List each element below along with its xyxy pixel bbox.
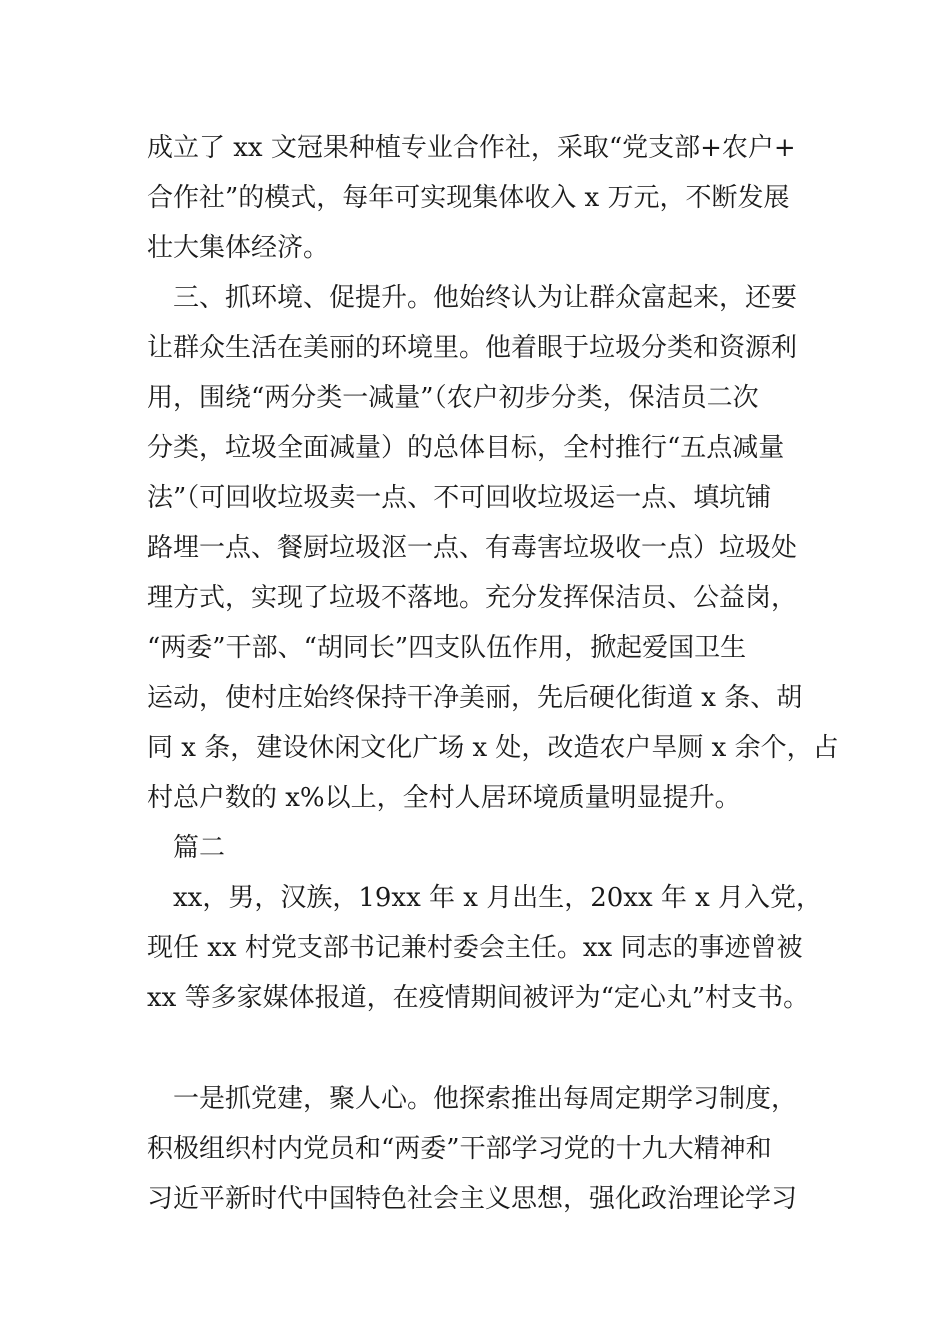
text-line: 村总户数的 x%以上，全村人居环境质量明显提升。 (147, 783, 741, 813)
text-line: “两委”干部、“胡同长”四支队伍作用，掀起爱国卫生 (147, 633, 747, 663)
text-line: xx，男，汉族，19xx 年 x 月出生，20xx 年 x 月入党， (147, 883, 823, 913)
text-line: 运动，使村庄始终保持干净美丽，先后硬化街道 x 条、胡 (147, 683, 803, 713)
text-line: 合作社”的模式，每年可实现集体收入 x 万元，不断发展 (147, 183, 790, 213)
text-line: 积极组织村内党员和“两委”干部学习党的十九大精神和 (147, 1134, 772, 1164)
document-body (147, 123, 839, 1224)
text-line: 成立了 xx 文冠果种植专业合作社，采取“党支部+农户+ (147, 133, 796, 163)
text-line: 路埋一点、餐厨垃圾沤一点、有毒害垃圾收一点）垃圾处 (147, 533, 798, 563)
blank-line (147, 1023, 827, 1074)
section-heading: 篇二 (147, 833, 226, 863)
text-line: 同 x 条，建设休闲文化广场 x 处，改造农户旱厕 x 余个，占 (147, 733, 839, 763)
text-line: 让群众生活在美丽的环境里。他着眼于垃圾分类和资源利 (147, 333, 798, 363)
text-line: xx 等多家媒体报道，在疫情期间被评为“定心丸”村支书。 (147, 983, 810, 1013)
text-line: 一是抓党建，聚人心。他探索推出每周定期学习制度， (147, 1084, 798, 1114)
text-line: 法”（可回收垃圾卖一点、不可回收垃圾运一点、填坑铺 (147, 483, 772, 513)
text-line: 理方式，实现了垃圾不落地。充分发挥保洁员、公益岗， (147, 583, 798, 613)
text-line: 分类，垃圾全面减量）的总体目标，全村推行“五点减量 (147, 433, 785, 463)
text-line: 习近平新时代中国特色社会主义思想，强化政治理论学习 (147, 1184, 798, 1214)
text-line: 三、抓环境、促提升。他始终认为让群众富起来，还要 (147, 283, 798, 313)
text-line: 壮大集体经济。 (147, 233, 330, 263)
text-line: 用，围绕“两分类一减量”（农户初步分类，保洁员二次 (147, 383, 759, 413)
text-line: 现任 xx 村党支部书记兼村委会主任。xx 同志的事迹曾被 (147, 933, 803, 963)
